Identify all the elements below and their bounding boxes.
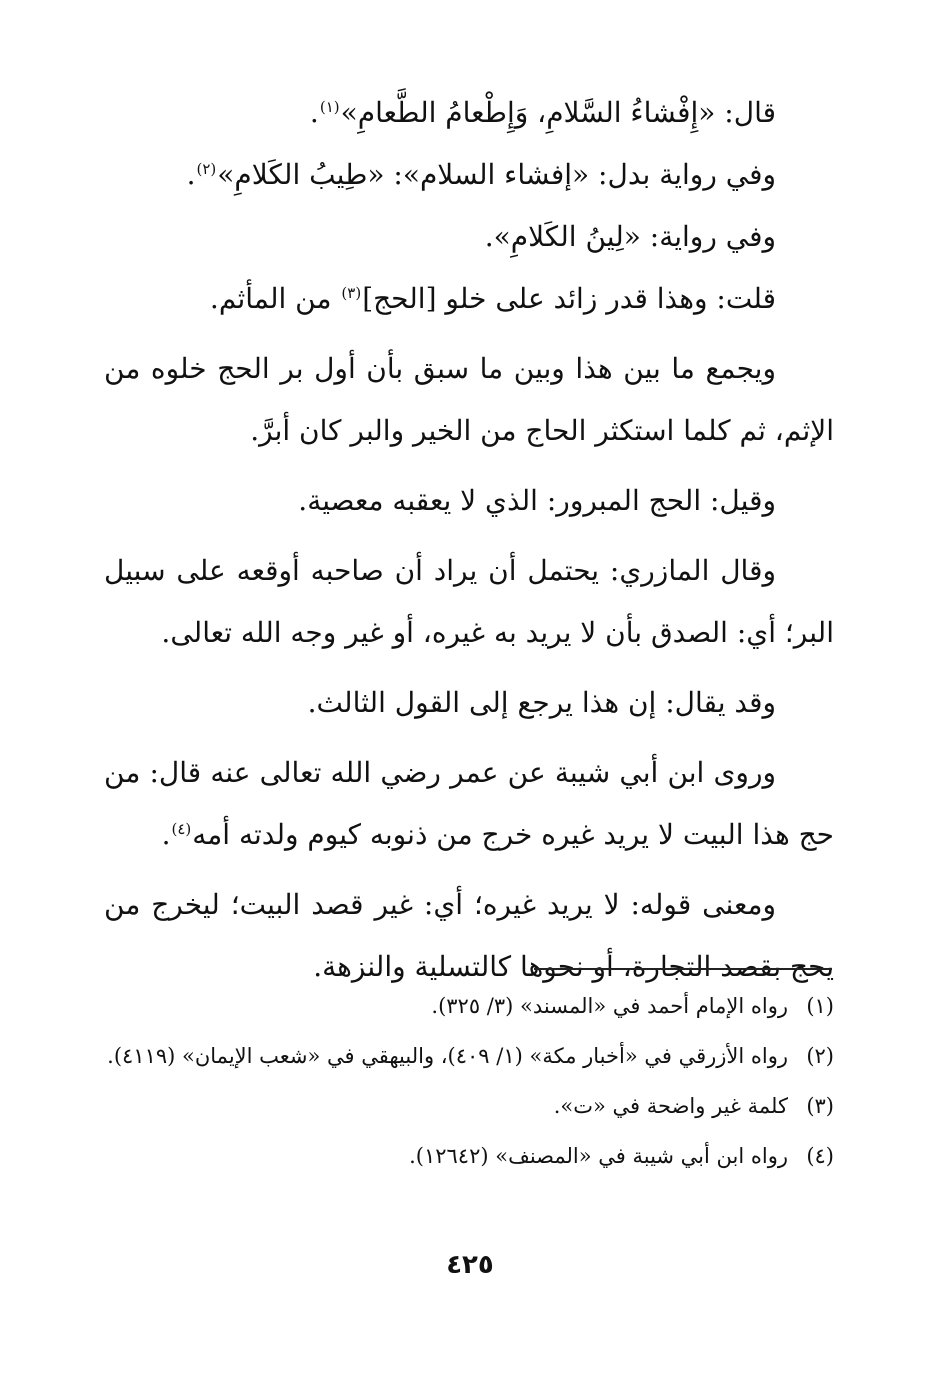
paragraph-text: ويجمع ما بين هذا وبين ما سبق بأن أول بر الحج خلوه من الإثم، ثم كلما استكثر الحاج من الخير والبر كان أبرَّ. xyxy=(104,352,834,447)
paragraph-text: قال: «إِفْشاءُ السَّلامِ، وَإِطْعامُ الطَّعامِ» xyxy=(340,96,776,129)
page-number: ٤٢٥ xyxy=(446,1250,494,1280)
footnote-ref: (١) xyxy=(319,97,340,116)
footnote-number: (١) xyxy=(806,994,834,1018)
paragraph xyxy=(104,540,834,664)
main-text xyxy=(104,82,834,998)
footnote-text: رواه الأزرقي في «أخبار مكة» (١/ ٤٠٩)، والبيهقي في «شعب الإيمان» (٤١١٩). xyxy=(107,1044,788,1068)
paragraph xyxy=(104,268,834,330)
footnote-text: رواه ابن أبي شيبة في «المصنف» (١٢٦٤٢). xyxy=(409,1144,788,1168)
footnote xyxy=(104,984,834,1028)
paragraph-text: من المأثم. xyxy=(209,282,341,315)
footnote-text: رواه الإمام أحمد في «المسند» (٣/ ٣٢٥). xyxy=(431,994,788,1018)
footnote-ref: (٤) xyxy=(171,819,192,838)
footnote xyxy=(104,1134,834,1178)
paragraph-text: ومعنى قوله: لا يريد غيره؛ أي: غير قصد البيت؛ ليخرج من يحج بقصد التجارة، أو نحوها كالتسلية والنزهة. xyxy=(104,888,834,983)
paragraph-text: وروى ابن أبي شيبة عن عمر رضي الله تعالى عنه قال: من حج هذا البيت لا يريد غيره خرج من ذنوبه كيوم ولدته أمه xyxy=(104,756,834,851)
paragraph-text: وفي رواية: «لِينُ الكَلامِ». xyxy=(484,220,776,253)
footnote-number: (٣) xyxy=(806,1094,834,1118)
paragraph xyxy=(104,144,834,206)
paragraph-text: وقيل: الحج المبرور: الذي لا يعقبه معصية. xyxy=(298,484,776,517)
footnote xyxy=(104,1084,834,1128)
footnote-number: (٤) xyxy=(806,1144,834,1168)
footnote-text: كلمة غير واضحة في «ت». xyxy=(553,1094,788,1118)
punctuation: . xyxy=(186,158,196,191)
paragraph-text: وفي رواية بدل: «إفشاء السلام»: «طِيبُ الكَلامِ» xyxy=(217,158,776,191)
footnote-number: (٢) xyxy=(806,1044,834,1068)
footnote xyxy=(104,1034,834,1078)
punctuation: . xyxy=(161,818,171,851)
paragraph-text: قلت: وهذا قدر زائد على خلو [الحج] xyxy=(362,282,776,315)
paragraph xyxy=(104,742,834,866)
paragraph xyxy=(104,338,834,462)
paragraph-text: وقد يقال: إن هذا يرجع إلى القول الثالث. xyxy=(307,686,776,719)
punctuation: . xyxy=(309,96,319,129)
paragraph xyxy=(104,470,834,532)
paragraph xyxy=(104,874,834,998)
paragraph-text: وقال المازري: يحتمل أن يراد أن صاحبه أوقعه على سبيل البر؛ أي: الصدق بأن لا يريد به غيره، أو غير وجه الله تعالى. xyxy=(104,554,834,649)
footnote-ref: (٢) xyxy=(196,159,217,178)
footnote-ref: (٣) xyxy=(341,283,362,302)
paragraph xyxy=(104,82,834,144)
footnotes xyxy=(104,984,834,1184)
paragraph xyxy=(104,206,834,268)
paragraph xyxy=(104,672,834,734)
footnote-separator xyxy=(534,968,832,970)
